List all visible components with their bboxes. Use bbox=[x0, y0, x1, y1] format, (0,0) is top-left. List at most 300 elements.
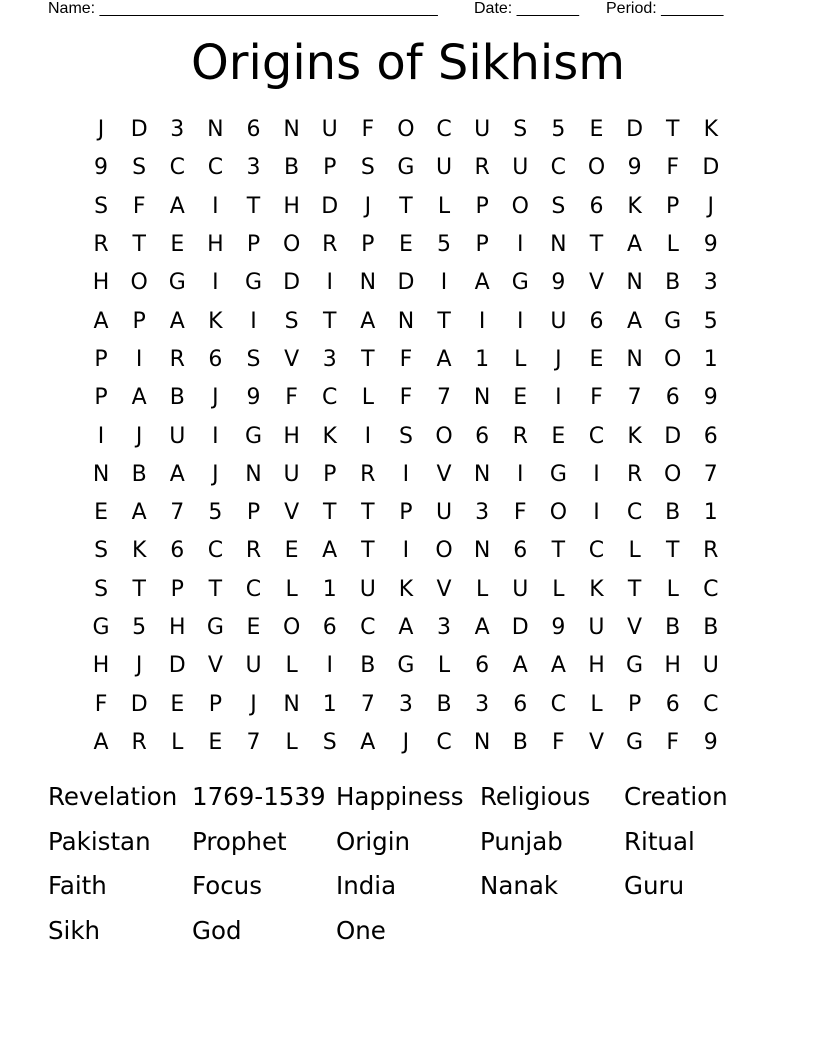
grid-letter: I bbox=[593, 461, 600, 487]
grid-letter: D bbox=[130, 117, 148, 143]
grid-letter: L bbox=[285, 729, 298, 755]
student-info-header bbox=[48, 0, 748, 20]
grid-letter: T bbox=[246, 193, 261, 219]
grid-letter: T bbox=[665, 117, 680, 143]
grid-letter: 7 bbox=[703, 461, 718, 487]
grid-letter: P bbox=[170, 576, 184, 602]
grid-letter: A bbox=[627, 232, 643, 258]
grid-letter: P bbox=[475, 193, 489, 219]
grid-row bbox=[82, 647, 730, 685]
grid-letter: D bbox=[702, 155, 720, 181]
grid-letter: F bbox=[361, 117, 375, 143]
grid-letter: I bbox=[517, 308, 524, 334]
grid-letter: O bbox=[664, 346, 682, 372]
grid-letter: K bbox=[589, 576, 604, 602]
grid-letter: V bbox=[588, 270, 604, 296]
grid-letter: F bbox=[666, 155, 680, 181]
word-bank-item: Punjab bbox=[480, 826, 563, 856]
grid-letter: 7 bbox=[170, 500, 185, 526]
word-bank-item: Faith bbox=[48, 871, 107, 901]
grid-row bbox=[82, 302, 730, 340]
grid-letter: B bbox=[169, 385, 185, 411]
grid-letter: I bbox=[364, 423, 372, 449]
grid-letter: 3 bbox=[703, 270, 718, 296]
grid-letter: O bbox=[435, 423, 453, 449]
grid-letter: O bbox=[664, 461, 682, 487]
grid-letter: S bbox=[94, 576, 109, 602]
grid-letter: 5 bbox=[208, 500, 223, 526]
period-field: Period: _______ bbox=[606, 0, 724, 17]
grid-letter: 6 bbox=[208, 346, 223, 372]
grid-letter: A bbox=[360, 729, 376, 755]
grid-letter: T bbox=[361, 500, 375, 526]
grid-letter: 3 bbox=[246, 155, 261, 181]
grid-letter: E bbox=[589, 117, 604, 143]
grid-letter: O bbox=[130, 270, 148, 296]
word-bank-item: Nanak bbox=[480, 871, 559, 901]
grid-letter: 7 bbox=[437, 385, 452, 411]
grid-letter: P bbox=[208, 691, 223, 717]
grid-letter: 5 bbox=[551, 117, 566, 143]
grid-letter: 5 bbox=[132, 615, 147, 640]
grid-letter: I bbox=[440, 270, 448, 296]
grid-letter: R bbox=[360, 461, 376, 487]
grid-letter: S bbox=[94, 193, 109, 219]
grid-letter: B bbox=[131, 461, 147, 487]
grid-letter: A bbox=[169, 308, 185, 334]
grid-letter: C bbox=[360, 615, 376, 640]
grid-letter: 9 bbox=[551, 270, 566, 296]
grid-letter: L bbox=[437, 653, 451, 679]
grid-letter: V bbox=[284, 500, 300, 526]
grid-letter: F bbox=[513, 500, 527, 526]
grid-letter: 6 bbox=[475, 653, 490, 679]
grid-letter: 6 bbox=[170, 538, 185, 564]
grid-letter: U bbox=[550, 308, 567, 334]
date-field: Date: _______ bbox=[474, 0, 579, 17]
grid-letter: S bbox=[360, 155, 375, 181]
grid-letter: N bbox=[207, 117, 224, 143]
grid-letter: N bbox=[626, 270, 643, 296]
grid-letter: A bbox=[93, 729, 109, 755]
grid-letter: U bbox=[169, 423, 186, 449]
grid-row bbox=[82, 379, 730, 417]
grid-letter: A bbox=[169, 193, 185, 219]
grid-letter: U bbox=[474, 117, 491, 143]
grid-row bbox=[82, 532, 730, 570]
grid-letter: P bbox=[246, 500, 261, 526]
grid-row bbox=[82, 724, 730, 762]
grid-letter: 6 bbox=[665, 385, 680, 411]
grid-letter: F bbox=[666, 729, 680, 755]
grid-letter: E bbox=[208, 729, 223, 755]
grid-row bbox=[82, 417, 730, 455]
grid-row bbox=[82, 226, 730, 264]
grid-letter: U bbox=[245, 653, 262, 679]
grid-letter: F bbox=[94, 691, 108, 717]
grid-letter: L bbox=[285, 576, 298, 602]
grid-letter: E bbox=[170, 232, 185, 258]
grid-letter: T bbox=[361, 538, 375, 564]
grid-letter: T bbox=[437, 308, 451, 334]
grid-letter: J bbox=[707, 193, 715, 219]
grid-letter: L bbox=[476, 576, 489, 602]
grid-letter: C bbox=[588, 538, 605, 564]
grid-letter: E bbox=[246, 615, 261, 640]
grid-letter: I bbox=[97, 423, 105, 449]
grid-letter: V bbox=[284, 346, 300, 372]
grid-letter: I bbox=[402, 538, 410, 564]
grid-letter: D bbox=[130, 691, 148, 717]
grid-letter: G bbox=[664, 308, 682, 334]
grid-letter: P bbox=[94, 385, 108, 411]
grid-letter: R bbox=[169, 346, 185, 372]
grid-letter: N bbox=[283, 117, 300, 143]
grid-letter: K bbox=[703, 117, 719, 143]
grid-letter: I bbox=[326, 653, 333, 679]
grid-letter: R bbox=[322, 232, 338, 258]
grid-letter: H bbox=[588, 653, 605, 679]
grid-letter: H bbox=[283, 193, 300, 219]
grid-letter: P bbox=[475, 232, 489, 258]
grid-letter: 9 bbox=[703, 385, 718, 411]
grid-letter: L bbox=[628, 538, 641, 564]
grid-letter: 7 bbox=[360, 691, 375, 717]
grid-letter: A bbox=[322, 538, 338, 564]
grid-letter: G bbox=[92, 615, 110, 640]
grid-letter: 1 bbox=[322, 691, 337, 717]
grid-letter: A bbox=[436, 346, 452, 372]
grid-letter: E bbox=[589, 346, 604, 372]
grid-letter: R bbox=[131, 729, 147, 755]
grid-letter: I bbox=[250, 308, 257, 334]
grid-letter: F bbox=[399, 385, 413, 411]
grid-letter: R bbox=[474, 155, 490, 181]
grid-letter: I bbox=[517, 232, 524, 258]
grid-letter: 3 bbox=[437, 615, 452, 640]
grid-letter: A bbox=[93, 308, 109, 334]
word-bank-row bbox=[48, 775, 768, 820]
grid-letter: P bbox=[323, 155, 337, 181]
grid-letter: 9 bbox=[703, 232, 718, 258]
grid-letter: A bbox=[131, 385, 147, 411]
grid-letter: C bbox=[169, 155, 185, 181]
grid-letter: U bbox=[321, 117, 338, 143]
grid-letter: I bbox=[135, 346, 143, 372]
grid-row bbox=[82, 494, 730, 532]
grid-letter: G bbox=[549, 461, 567, 487]
grid-letter: S bbox=[398, 423, 413, 449]
grid-letter: T bbox=[132, 576, 146, 602]
grid-letter: L bbox=[171, 729, 184, 755]
grid-letter: 9 bbox=[703, 729, 718, 755]
word-bank-item: Revelation bbox=[48, 782, 178, 812]
grid-letter: G bbox=[397, 653, 415, 679]
page-title: Origins of Sikhism bbox=[191, 35, 625, 91]
grid-letter: C bbox=[550, 691, 567, 717]
grid-letter: I bbox=[593, 500, 600, 526]
grid-letter: 9 bbox=[551, 615, 566, 640]
grid-letter: S bbox=[551, 193, 566, 219]
grid-letter: P bbox=[132, 308, 146, 334]
grid-letter: D bbox=[511, 615, 529, 640]
grid-letter: S bbox=[513, 117, 528, 143]
grid-letter: L bbox=[666, 576, 679, 602]
grid-letter: 3 bbox=[398, 691, 413, 717]
grid-letter: T bbox=[627, 576, 642, 602]
grid-letter: O bbox=[282, 615, 301, 640]
grid-letter: A bbox=[169, 461, 185, 487]
grid-letter: V bbox=[627, 615, 643, 640]
grid-letter: T bbox=[361, 346, 375, 372]
grid-letter: L bbox=[361, 385, 374, 411]
grid-letter: N bbox=[550, 232, 567, 258]
grid-letter: 3 bbox=[322, 346, 337, 372]
grid-letter: H bbox=[207, 232, 224, 258]
word-search-grid bbox=[82, 111, 730, 762]
grid-row bbox=[82, 188, 730, 226]
grid-letter: A bbox=[550, 653, 566, 679]
word-bank-item: Guru bbox=[624, 871, 685, 901]
grid-letter: R bbox=[703, 538, 719, 564]
grid-letter: G bbox=[397, 155, 415, 181]
grid-letter: 3 bbox=[170, 117, 185, 143]
grid-letter: K bbox=[131, 538, 147, 564]
grid-letter: E bbox=[94, 500, 108, 526]
grid-letter: B bbox=[665, 270, 681, 296]
grid-letter: K bbox=[322, 423, 337, 449]
grid-letter: C bbox=[207, 155, 224, 181]
grid-letter: 1 bbox=[475, 346, 490, 372]
grid-letter: J bbox=[364, 193, 372, 219]
grid-letter: 9 bbox=[94, 155, 109, 181]
grid-letter: D bbox=[664, 423, 682, 449]
word-bank-item: Origin bbox=[336, 826, 411, 856]
grid-letter: B bbox=[512, 729, 528, 755]
grid-row bbox=[82, 609, 730, 647]
grid-letter: C bbox=[245, 576, 262, 602]
grid-letter: K bbox=[398, 576, 414, 602]
grid-letter: E bbox=[170, 691, 185, 717]
word-bank-item: India bbox=[336, 871, 397, 901]
grid-letter: U bbox=[588, 615, 605, 640]
grid-letter: O bbox=[549, 500, 568, 526]
grid-letter: E bbox=[513, 385, 528, 411]
grid-letter: E bbox=[398, 232, 413, 258]
grid-letter: V bbox=[207, 653, 223, 679]
grid-letter: C bbox=[588, 423, 605, 449]
grid-letter: F bbox=[590, 385, 603, 411]
grid-letter: J bbox=[212, 385, 219, 411]
word-bank-item: Ritual bbox=[624, 826, 695, 856]
grid-letter: 5 bbox=[437, 232, 452, 258]
grid-letter: N bbox=[397, 308, 415, 334]
grid-letter: A bbox=[627, 308, 643, 334]
word-bank-item: Happiness bbox=[336, 782, 464, 812]
grid-letter: I bbox=[212, 193, 219, 219]
grid-letter: A bbox=[398, 615, 414, 640]
word-bank-item: Creation bbox=[624, 782, 728, 812]
word-bank-row bbox=[48, 909, 768, 954]
grid-letter: T bbox=[399, 193, 413, 219]
grid-letter: U bbox=[435, 500, 453, 526]
grid-letter: C bbox=[322, 385, 338, 411]
grid-letter: T bbox=[132, 232, 146, 258]
grid-letter: A bbox=[131, 500, 147, 526]
grid-letter: 7 bbox=[246, 729, 261, 755]
grid-letter: P bbox=[666, 193, 680, 219]
grid-letter: T bbox=[589, 232, 604, 258]
word-bank-item: Focus bbox=[192, 871, 262, 901]
grid-letter: A bbox=[512, 653, 528, 679]
grid-letter: E bbox=[284, 538, 299, 564]
grid-letter: N bbox=[283, 691, 300, 717]
grid-letter: P bbox=[323, 461, 337, 487]
grid-letter: N bbox=[359, 270, 377, 296]
word-bank-item: Sikh bbox=[48, 915, 101, 945]
grid-letter: N bbox=[473, 538, 491, 564]
grid-letter: P bbox=[399, 500, 413, 526]
grid-letter: V bbox=[436, 461, 452, 487]
grid-letter: L bbox=[590, 691, 603, 717]
grid-letter: H bbox=[283, 423, 300, 449]
grid-letter: S bbox=[132, 155, 147, 181]
grid-letter: C bbox=[207, 538, 224, 564]
grid-letter: L bbox=[666, 232, 679, 258]
grid-letter: I bbox=[555, 385, 562, 411]
grid-letter: O bbox=[397, 117, 415, 143]
grid-letter: B bbox=[360, 653, 376, 679]
grid-letter: O bbox=[587, 155, 606, 181]
grid-letter: C bbox=[626, 500, 643, 526]
word-bank-item: Pakistan bbox=[48, 826, 151, 856]
grid-letter: 1 bbox=[703, 500, 718, 526]
grid-letter: 6 bbox=[589, 308, 604, 334]
grid-letter: 3 bbox=[475, 691, 490, 717]
grid-letter: L bbox=[552, 576, 565, 602]
grid-letter: B bbox=[665, 500, 681, 526]
grid-letter: C bbox=[550, 155, 567, 181]
grid-letter: G bbox=[206, 615, 224, 640]
grid-letter: J bbox=[135, 423, 143, 449]
word-bank-item: God bbox=[192, 915, 242, 945]
grid-letter: U bbox=[512, 155, 529, 181]
word-bank-item: 1769-1539 bbox=[192, 782, 326, 812]
grid-letter: G bbox=[511, 270, 529, 296]
grid-letter: 7 bbox=[627, 385, 642, 411]
grid-letter: 9 bbox=[246, 385, 261, 411]
grid-letter: E bbox=[551, 423, 566, 449]
grid-letter: C bbox=[703, 576, 719, 602]
grid-letter: 5 bbox=[703, 308, 718, 334]
grid-letter: U bbox=[435, 155, 453, 181]
grid-letter: P bbox=[361, 232, 375, 258]
grid-letter: L bbox=[514, 346, 527, 372]
grid-row bbox=[82, 111, 730, 149]
grid-letter: I bbox=[402, 461, 410, 487]
word-bank-item: Religious bbox=[480, 782, 591, 812]
grid-letter: I bbox=[517, 461, 524, 487]
grid-letter: I bbox=[212, 423, 219, 449]
word-bank-item: Prophet bbox=[192, 826, 287, 856]
grid-letter: 6 bbox=[513, 691, 528, 717]
grid-letter: D bbox=[283, 270, 301, 296]
grid-letter: 6 bbox=[322, 615, 337, 640]
grid-letter: F bbox=[399, 346, 413, 372]
grid-letter: V bbox=[588, 729, 604, 755]
grid-letter: 1 bbox=[703, 346, 718, 372]
grid-letter: J bbox=[212, 461, 219, 487]
grid-letter: F bbox=[132, 193, 146, 219]
grid-letter: 6 bbox=[475, 423, 490, 449]
grid-letter: 1 bbox=[322, 576, 337, 602]
grid-letter: 6 bbox=[246, 117, 261, 143]
grid-letter: D bbox=[321, 193, 339, 219]
grid-letter: G bbox=[626, 729, 644, 755]
grid-letter: C bbox=[436, 117, 452, 143]
grid-letter: T bbox=[208, 576, 223, 602]
grid-letter: L bbox=[285, 653, 298, 679]
word-bank-item: One bbox=[336, 915, 386, 945]
grid-letter: C bbox=[436, 729, 452, 755]
grid-letter: G bbox=[244, 270, 263, 296]
grid-letter: U bbox=[702, 653, 719, 679]
grid-letter: N bbox=[92, 461, 110, 487]
grid-letter: 9 bbox=[627, 155, 642, 181]
grid-letter: O bbox=[282, 232, 301, 258]
grid-letter: J bbox=[97, 117, 105, 143]
grid-letter: K bbox=[627, 193, 642, 219]
grid-letter: A bbox=[474, 270, 490, 296]
grid-letter: D bbox=[626, 117, 644, 143]
grid-row bbox=[82, 685, 730, 723]
grid-letter: S bbox=[322, 729, 337, 755]
grid-letter: J bbox=[402, 729, 410, 755]
grid-letter: J bbox=[555, 346, 562, 372]
grid-letter: H bbox=[169, 615, 186, 640]
grid-letter: S bbox=[284, 308, 299, 334]
grid-letter: F bbox=[285, 385, 298, 411]
grid-row bbox=[82, 571, 730, 609]
grid-letter: H bbox=[92, 270, 110, 296]
grid-letter: S bbox=[94, 538, 109, 564]
grid-letter: B bbox=[703, 615, 719, 640]
grid-letter: H bbox=[92, 653, 110, 679]
grid-letter: P bbox=[246, 232, 261, 258]
grid-letter: N bbox=[473, 461, 491, 487]
grid-letter: B bbox=[284, 155, 300, 181]
grid-letter: I bbox=[326, 270, 333, 296]
grid-letter: F bbox=[552, 729, 565, 755]
grid-letter: 6 bbox=[703, 423, 718, 449]
grid-letter: N bbox=[245, 461, 262, 487]
grid-letter: 3 bbox=[475, 500, 490, 526]
grid-letter: R bbox=[512, 423, 528, 449]
grid-letter: T bbox=[322, 308, 337, 334]
grid-letter: G bbox=[244, 423, 263, 449]
grid-letter: T bbox=[322, 500, 337, 526]
grid-letter: R bbox=[626, 461, 643, 487]
grid-letter: K bbox=[208, 308, 223, 334]
grid-letter: 6 bbox=[589, 193, 604, 219]
grid-letter: T bbox=[551, 538, 566, 564]
grid-letter: G bbox=[168, 270, 186, 296]
grid-letter: K bbox=[627, 423, 642, 449]
grid-letter: G bbox=[626, 653, 644, 679]
grid-letter: P bbox=[94, 346, 108, 372]
grid-letter: T bbox=[665, 538, 680, 564]
grid-letter: C bbox=[703, 691, 719, 717]
